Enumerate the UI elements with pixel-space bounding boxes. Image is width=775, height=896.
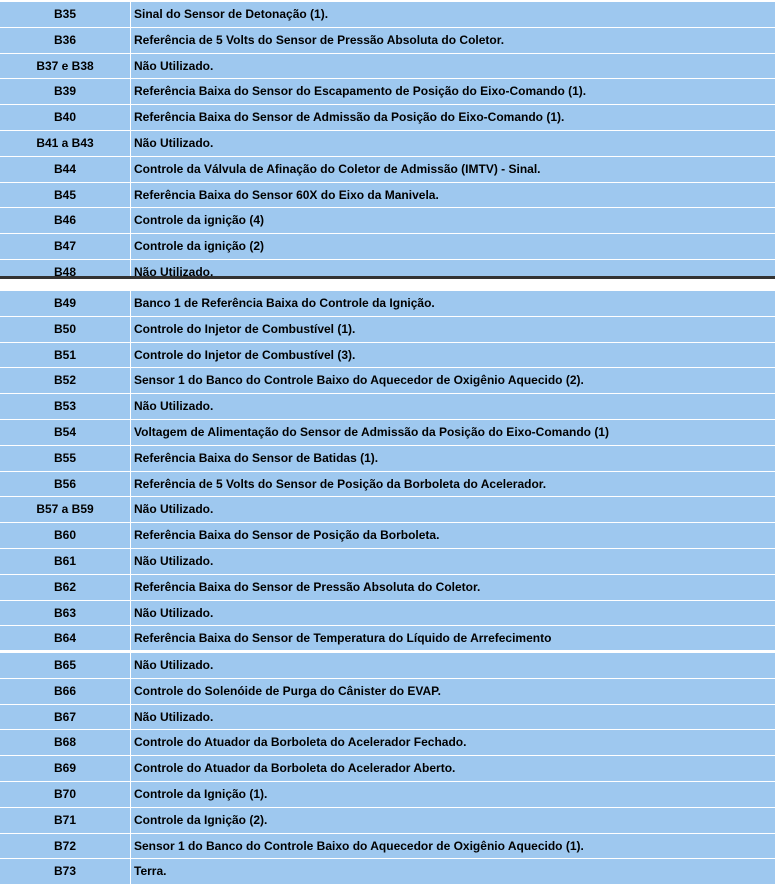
pin-code: B52 bbox=[0, 368, 131, 393]
pin-row bbox=[0, 234, 775, 260]
pin-row bbox=[0, 183, 775, 209]
pin-code: B37 e B38 bbox=[0, 54, 131, 79]
pin-row bbox=[0, 79, 775, 105]
pin-code: B51 bbox=[0, 343, 131, 368]
pin-code: B40 bbox=[0, 105, 131, 130]
pin-description: Controle do Solenóide de Purga do Cânister do EVAP. bbox=[134, 683, 441, 698]
pin-code: B63 bbox=[0, 601, 131, 626]
pin-description: Não Utilizado. bbox=[134, 709, 214, 724]
pin-description: Banco 1 de Referência Baixa do Controle da Ignição. bbox=[134, 296, 435, 310]
pin-code: B66 bbox=[0, 679, 131, 704]
screenshot-cut-divider bbox=[0, 276, 775, 279]
pin-code: B69 bbox=[0, 756, 131, 781]
pin-row bbox=[0, 472, 775, 498]
pin-row bbox=[0, 705, 775, 731]
pin-row bbox=[0, 157, 775, 183]
pin-row bbox=[0, 782, 775, 808]
pin-code: B50 bbox=[0, 317, 131, 342]
pin-description: Controle do Injetor de Combustível (3). bbox=[134, 347, 356, 362]
pin-code: B55 bbox=[0, 446, 131, 471]
pin-description: Controle do Injetor de Combustível (1). bbox=[134, 321, 356, 336]
pin-code: B62 bbox=[0, 575, 131, 600]
pin-row bbox=[0, 54, 775, 80]
pin-code: B46 bbox=[0, 208, 131, 233]
pinout-table-segment-1 bbox=[0, 2, 775, 276]
pin-code: B49 bbox=[0, 291, 131, 316]
pin-description: Referência Baixa do Sensor de Pressão Absoluta do Coletor. bbox=[134, 579, 481, 594]
pin-row bbox=[0, 859, 775, 885]
pin-description: Referência Baixa do Sensor do Escapamento de Posição do Eixo-Comando (1). bbox=[134, 84, 587, 99]
pin-code: B41 a B43 bbox=[0, 131, 131, 156]
pin-code: B60 bbox=[0, 523, 131, 548]
pin-description: Não Utilizado. bbox=[134, 605, 214, 620]
pin-description: Referência Baixa do Sensor de Temperatura do Líquido de Arrefecimento bbox=[134, 631, 552, 646]
pin-row bbox=[0, 446, 775, 472]
pin-description: Referência Baixa do Sensor 60X do Eixo da Manivela. bbox=[134, 187, 439, 202]
pin-row bbox=[0, 394, 775, 420]
pin-description: Não Utilizado. bbox=[134, 135, 214, 150]
pin-description: Sinal do Sensor de Detonação (1). bbox=[134, 7, 329, 21]
pin-row bbox=[0, 730, 775, 756]
pin-row bbox=[0, 291, 775, 317]
pin-row bbox=[0, 368, 775, 394]
pin-description: Referência de 5 Volts do Sensor de Pressão Absoluta do Coletor. bbox=[134, 32, 505, 47]
pin-description: Controle do Atuador da Borboleta do Acelerador Fechado. bbox=[134, 735, 467, 750]
pin-description: Referência de 5 Volts do Sensor de Posição da Borboleta do Acelerador. bbox=[134, 476, 547, 491]
pinout-table-segment-3 bbox=[0, 653, 775, 896]
pin-description: Controle do Atuador da Borboleta do Acelerador Aberto. bbox=[134, 761, 456, 776]
pin-description: Controle da ignição (2) bbox=[134, 239, 265, 254]
pin-code: B73 bbox=[0, 859, 131, 884]
pin-code: B56 bbox=[0, 472, 131, 497]
pin-row bbox=[0, 343, 775, 369]
pin-code: B64 bbox=[0, 626, 131, 650]
pin-code: B70 bbox=[0, 782, 131, 807]
pin-description: Voltagem de Alimentação do Sensor de Admissão da Posição do Eixo-Comando (1) bbox=[134, 424, 609, 439]
pin-description: Referência Baixa do Sensor de Batidas (1). bbox=[134, 450, 379, 465]
pin-row bbox=[0, 131, 775, 157]
pin-code: B47 bbox=[0, 234, 131, 259]
pin-row bbox=[0, 497, 775, 523]
pin-description: Não Utilizado. bbox=[134, 553, 214, 568]
pin-code: B44 bbox=[0, 157, 131, 182]
pin-code: B57 a B59 bbox=[0, 497, 131, 522]
pin-row bbox=[0, 420, 775, 446]
pin-row bbox=[0, 653, 775, 679]
pin-row bbox=[0, 808, 775, 834]
pin-description: Terra. bbox=[134, 864, 167, 879]
pin-code: B67 bbox=[0, 705, 131, 730]
pin-description: Referência Baixa do Sensor de Admissão da Posição do Eixo-Comando (1). bbox=[134, 110, 565, 125]
pin-description: Não Utilizado. bbox=[134, 264, 214, 276]
pin-description: Sensor 1 do Banco do Controle Baixo do Aquecedor de Oxigênio Aquecido (2). bbox=[134, 373, 584, 388]
pin-code: B35 bbox=[0, 2, 131, 27]
pin-code: B72 bbox=[0, 834, 131, 859]
pin-row bbox=[0, 834, 775, 860]
pin-row bbox=[0, 28, 775, 54]
pin-row bbox=[0, 105, 775, 131]
pin-description: Controle da Ignição (1). bbox=[134, 786, 268, 801]
pin-code: B54 bbox=[0, 420, 131, 445]
pin-description: Não Utilizado. bbox=[134, 399, 214, 414]
pin-description: Controle da Válvula de Afinação do Coletor de Admissão (IMTV) - Sinal. bbox=[134, 161, 541, 176]
pin-code: B48 bbox=[0, 260, 131, 276]
pin-code: B53 bbox=[0, 394, 131, 419]
pin-code: B61 bbox=[0, 549, 131, 574]
pin-description: Não Utilizado. bbox=[134, 658, 214, 672]
pin-description: Não Utilizado. bbox=[134, 502, 214, 517]
pin-code: B45 bbox=[0, 183, 131, 208]
pin-row bbox=[0, 260, 775, 276]
pin-row bbox=[0, 523, 775, 549]
pin-description: Controle da ignição (4) bbox=[134, 213, 265, 228]
pin-code: B39 bbox=[0, 79, 131, 104]
pinout-table-segment-2 bbox=[0, 291, 775, 650]
pin-row bbox=[0, 679, 775, 705]
pin-code: B65 bbox=[0, 653, 131, 678]
pin-row bbox=[0, 317, 775, 343]
pin-code: B36 bbox=[0, 28, 131, 53]
pin-description: Sensor 1 do Banco do Controle Baixo do Aquecedor de Oxigênio Aquecido (1). bbox=[134, 838, 584, 853]
pin-row bbox=[0, 601, 775, 627]
pin-row bbox=[0, 756, 775, 782]
pin-description: Não Utilizado. bbox=[134, 58, 214, 73]
pin-row bbox=[0, 2, 775, 28]
pin-row bbox=[0, 208, 775, 234]
pin-row bbox=[0, 626, 775, 650]
pin-description: Referência Baixa do Sensor de Posição da Borboleta. bbox=[134, 528, 440, 543]
pin-row bbox=[0, 575, 775, 601]
pin-description: Controle da Ignição (2). bbox=[134, 812, 268, 827]
pin-code: B71 bbox=[0, 808, 131, 833]
pin-code: B68 bbox=[0, 730, 131, 755]
pin-row bbox=[0, 549, 775, 575]
